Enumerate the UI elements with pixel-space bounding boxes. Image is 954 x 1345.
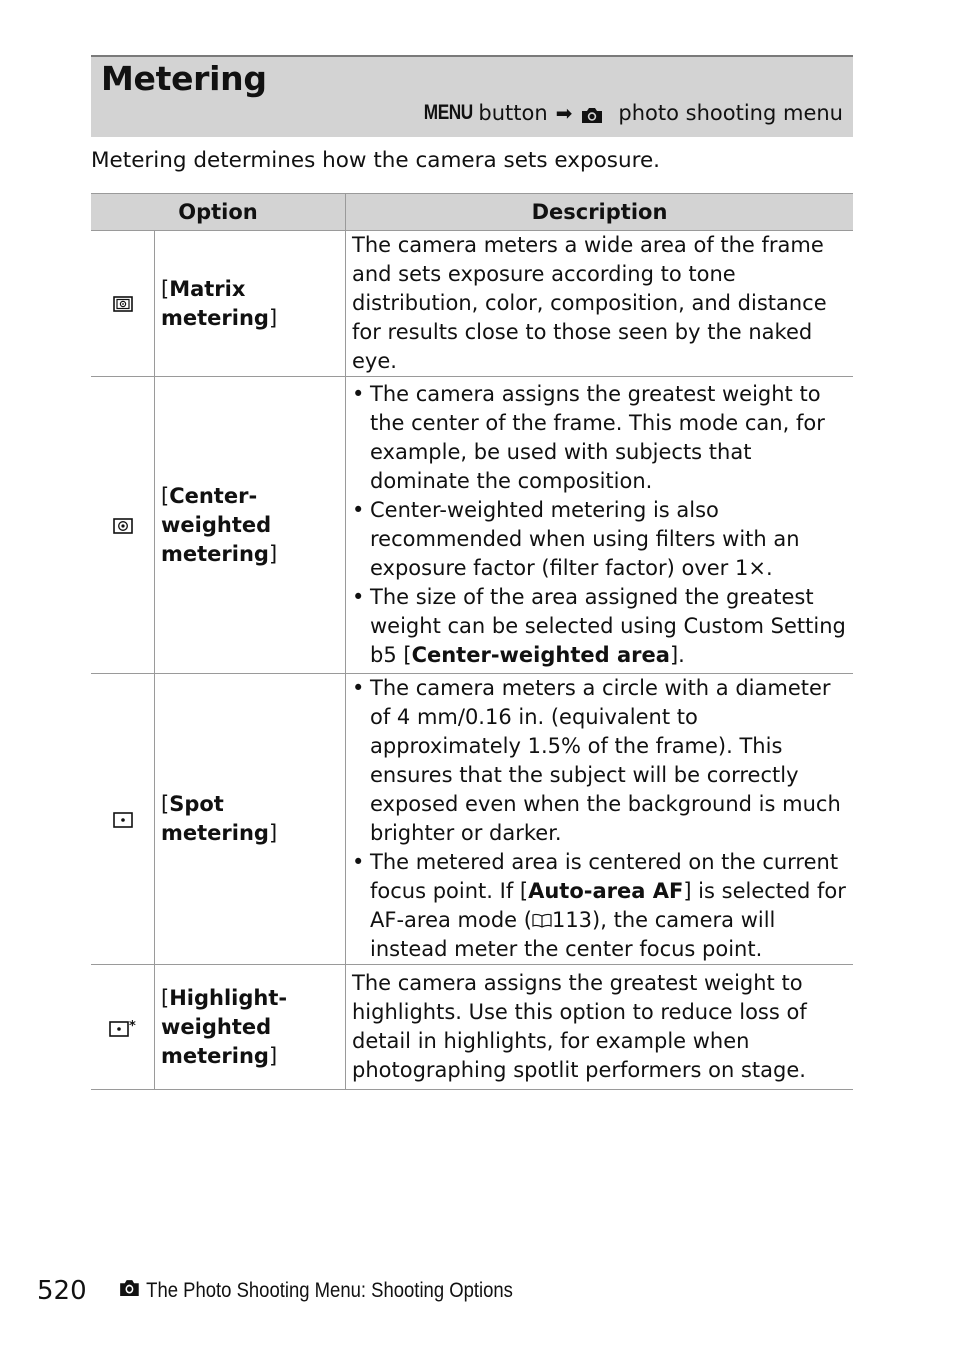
option-description [346,674,854,965]
table-row [91,965,853,1090]
column-header-option: Option [91,194,346,231]
spot-metering-icon [91,674,155,965]
page-number: 520 [37,1276,87,1306]
table-row [91,231,853,377]
menu-key-label: MENU [423,101,473,124]
option-description [346,377,854,674]
metering-options-table [91,193,853,1090]
camera-icon [118,1278,141,1303]
footer-section [118,1278,513,1303]
matrix-metering-icon [91,231,155,377]
column-header-description: Description [346,194,854,231]
footer-section-title: The Photo Shooting Menu: Shooting Options [146,1278,513,1302]
svg-text:*: * [128,1018,136,1034]
list-item: • The metered area is centered on the current focus point. If [Auto-area AF] is selected for AF-area mode ( 113), the camera will instead meter the center focus point. [352,848,847,964]
menu-button-word: button [478,101,548,125]
option-description: The camera meters a wide area of the frame and sets exposure according to tone distribution, color, composition, and distance for results close to those seen by the naked eye. [346,231,854,377]
page-title: Metering [101,59,267,98]
table-row [91,674,853,965]
table-row [91,377,853,674]
option-name: [Spot metering] [155,674,346,965]
arrow-right-icon: ➡ [555,101,573,125]
option-name: [Center- weighted metering] [155,377,346,674]
option-name: [Matrix metering] [155,231,346,377]
list-item: • The camera assigns the greatest weight to the center of the frame. This mode can, for example, be used with subjects that dominate the composition. [352,380,847,496]
section-header [91,55,853,137]
table-header-row [91,194,853,231]
list-item: • The camera meters a circle with a diameter of 4 mm/0.16 in. (equivalent to approximately 1.5% of the frame). This ensures that the subject will be correctly exposed even when the background is much brighter or darker. [352,674,847,848]
camera-icon [580,105,604,122]
book-reference-icon [532,908,552,932]
menu-name: photo shooting menu [618,101,843,125]
list-item: • The size of the area assigned the greatest weight can be selected using Custom Setting b5 [Center-weighted area]. [352,583,847,670]
highlight-weighted-metering-icon [91,965,155,1090]
intro-text: Metering determines how the camera sets exposure. [91,148,661,173]
option-name: [Highlight- weighted metering] [155,965,346,1090]
list-item: • Center-weighted metering is also recommended when using filters with an exposure factor (filter factor) over 1×. [352,496,847,583]
menu-path [413,101,843,125]
option-description: The camera assigns the greatest weight to highlights. Use this option to reduce loss of detail in highlights, for example when photographing spotlit performers on stage. [346,965,854,1090]
page-reference-link[interactable]: 113 [551,908,593,932]
center-weighted-metering-icon [91,377,155,674]
